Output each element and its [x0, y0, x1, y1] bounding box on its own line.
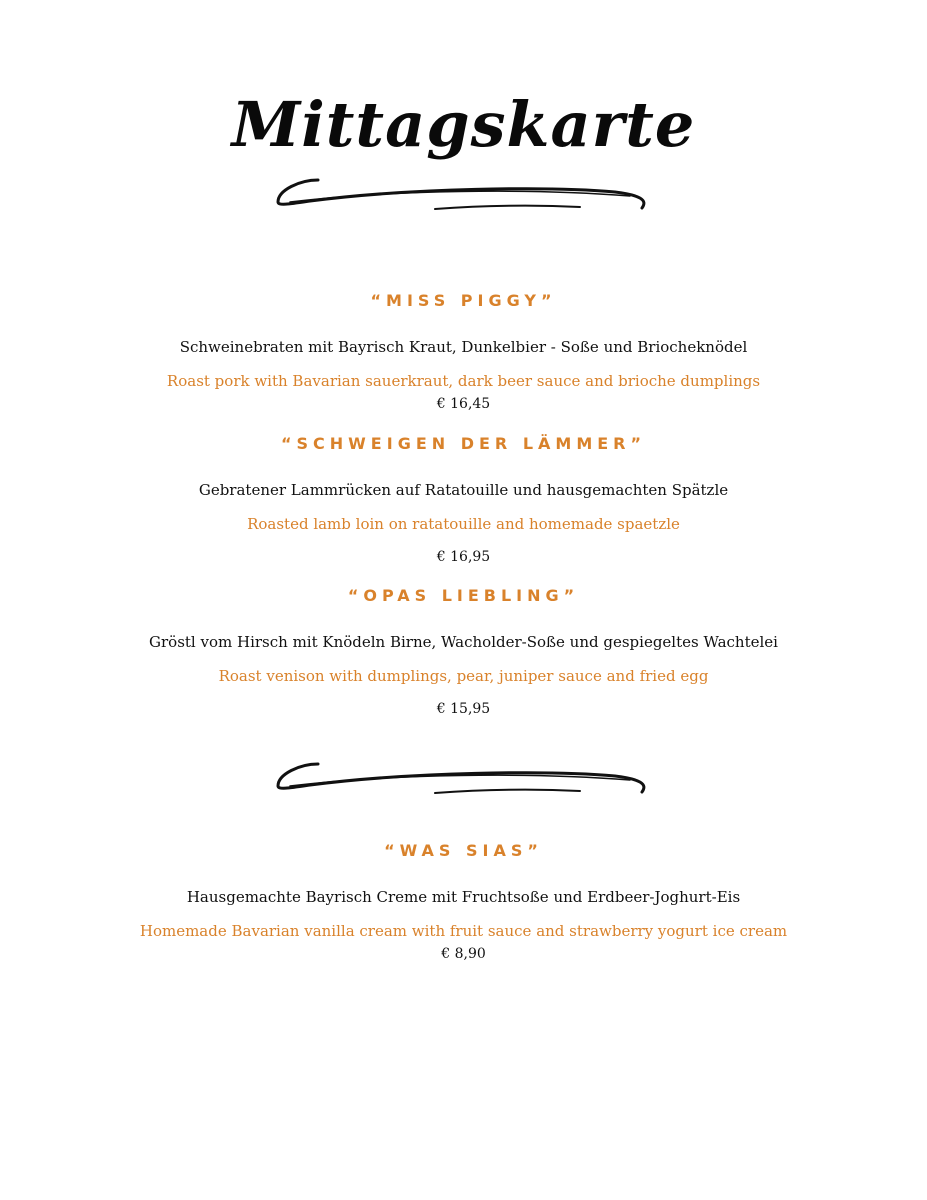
menu-item: [0, 585, 927, 719]
dish-price: € 8,90: [441, 946, 486, 962]
dish-description-de: Hausgemachte Bayrisch Creme mit Fruchtsoße und Erdbeer-Joghurt-Eis: [186, 888, 741, 906]
dish-price: € 15,95: [436, 701, 491, 717]
menu-item: [0, 840, 927, 964]
dish-description-de: Gebratener Lammrücken auf Ratatouille und hausgemachten Spätzle: [198, 481, 729, 499]
dish-price: € 16,95: [436, 549, 491, 565]
dish-name: “OPAS LIEBLING”: [347, 586, 580, 605]
dish-price: € 16,45: [436, 396, 491, 412]
menu-item: [0, 290, 927, 414]
divider-swash: [270, 752, 660, 802]
menu-item: [0, 433, 927, 567]
page-title: Mittagskarte: [231, 88, 696, 161]
dish-description-de: Schweinebraten mit Bayrisch Kraut, Dunkelbier - Soße und Briocheknödel: [179, 338, 748, 356]
dish-description-de: Gröstl vom Hirsch mit Knödeln Birne, Wacholder-Soße und gespiegeltes Wachtelei: [149, 633, 778, 651]
dish-description-en: Roasted lamb loin on ratatouille and homemade spaetzle: [247, 515, 680, 533]
dish-name: “SCHWEIGEN DER LÄMMER”: [280, 434, 646, 453]
dish-description-en: Homemade Bavarian vanilla cream with fruit sauce and strawberry yogurt ice cream: [139, 922, 788, 940]
title-underline-swash: [270, 168, 660, 218]
dish-description-en: Roast pork with Bavarian sauerkraut, dark beer sauce and brioche dumplings: [166, 372, 761, 390]
dish-name: “WAS SIAS”: [384, 841, 543, 860]
dish-name: “MISS PIGGY”: [370, 291, 557, 310]
dish-description-en: Roast venison with dumplings, pear, juniper sauce and fried egg: [218, 667, 709, 685]
